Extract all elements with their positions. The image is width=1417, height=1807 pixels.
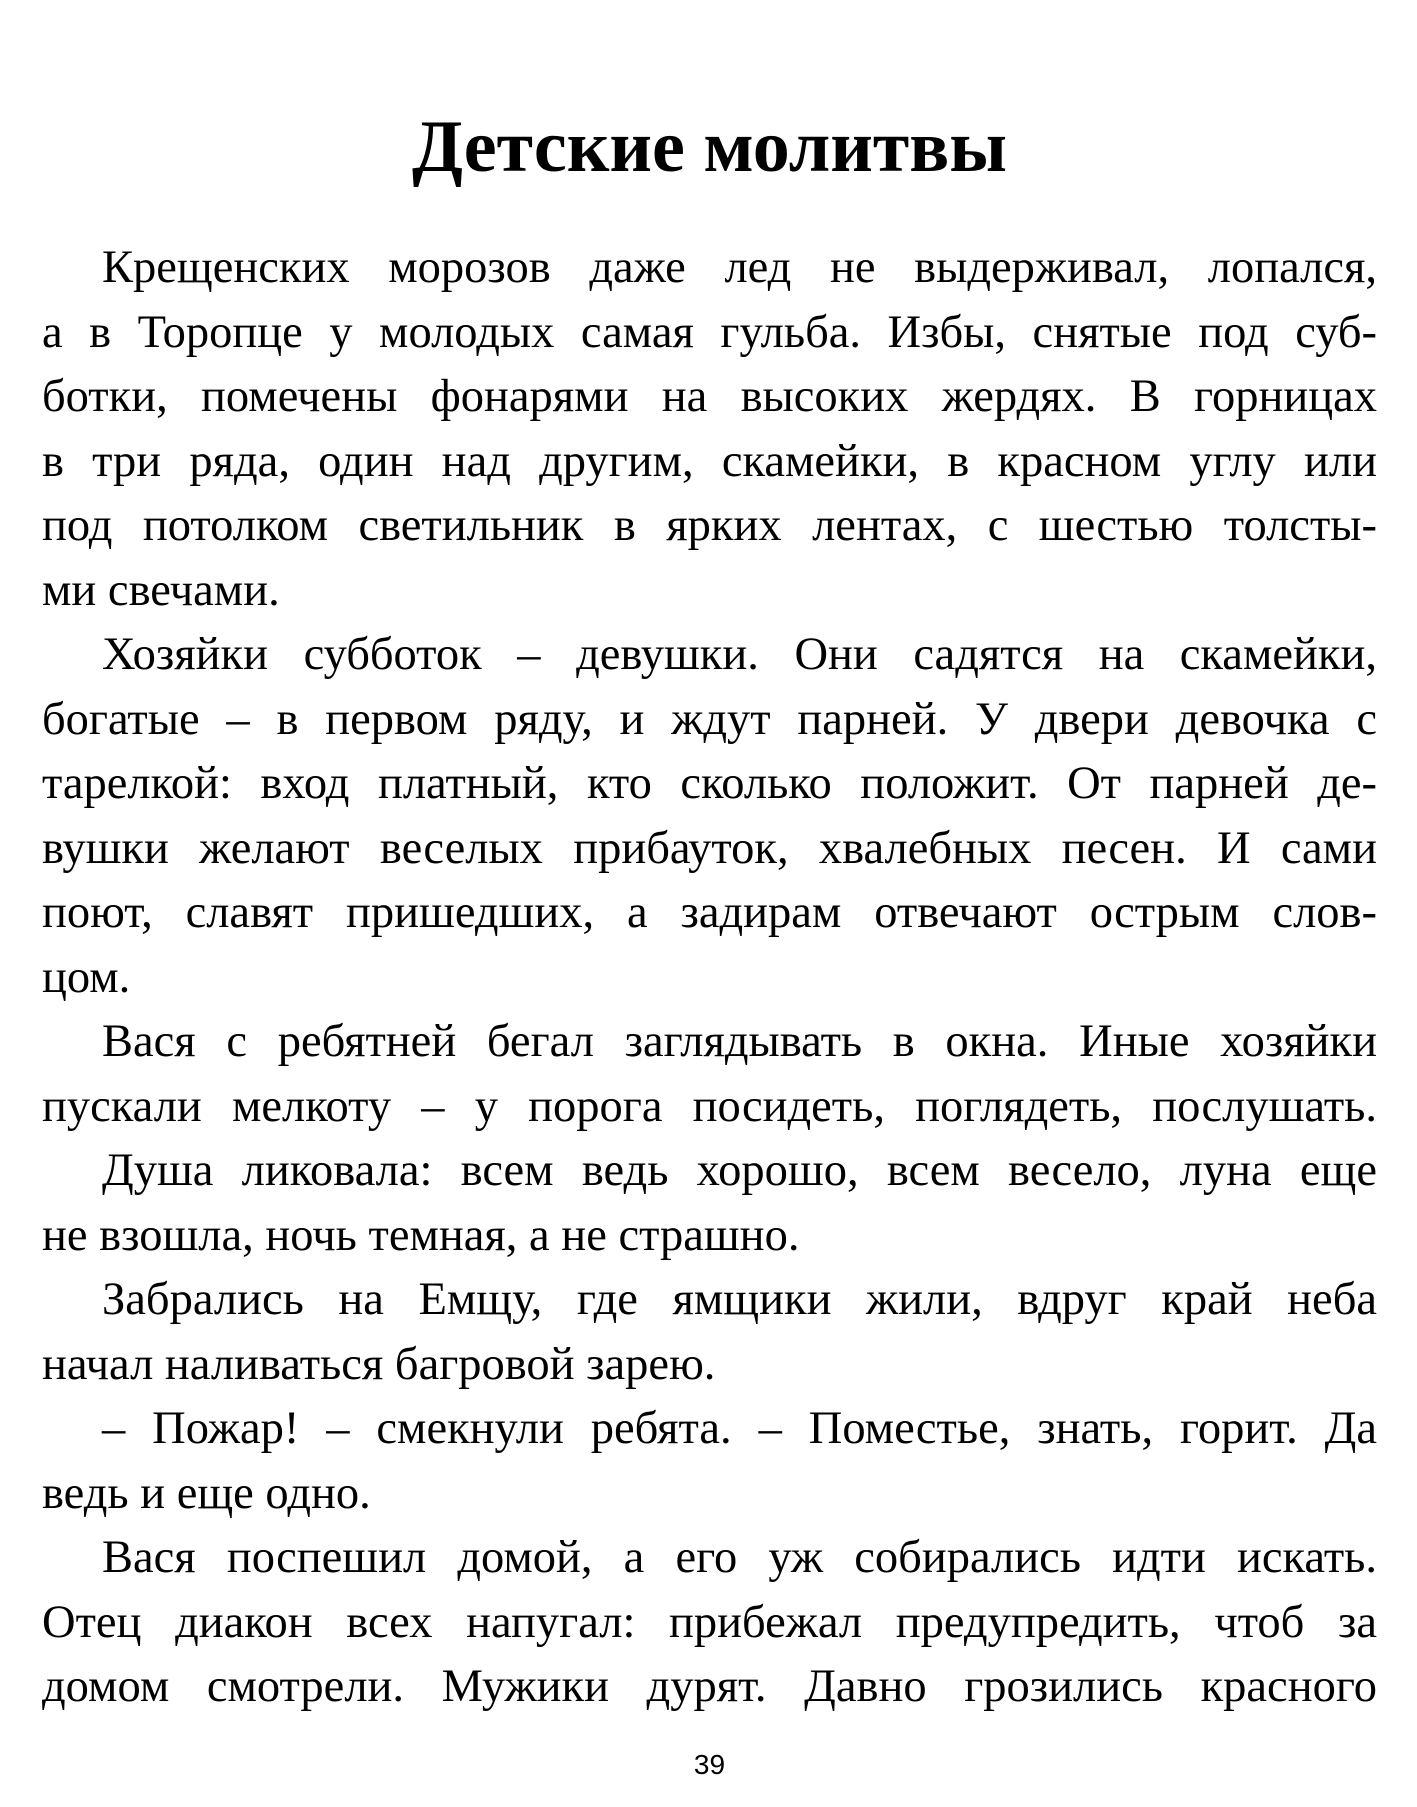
text-line: домом смотрели. Мужики дурят. Давно грозились красного bbox=[42, 1661, 1377, 1712]
text-line: а в Торопце у молодых самая гульба. Избы, снятые под суб- bbox=[42, 306, 1377, 358]
text-line: тарелкой: вход платный, кто сколько положит. От парней де- bbox=[42, 758, 1377, 809]
paragraph bbox=[42, 1010, 1377, 1139]
text-line: Вася с ребятней бегал заглядывать в окна. Иные хозяйки bbox=[102, 1016, 1377, 1067]
text-line: Вася поспешил домой, а его уж собирались идти искать. bbox=[102, 1532, 1377, 1583]
text-line: Отец диакон всех напугал: прибежал предупредить, чтоб за bbox=[42, 1596, 1377, 1648]
text-line: богатые – в первом ряду, и ждут парней. У двери девочка с bbox=[42, 693, 1377, 745]
paragraph bbox=[42, 1526, 1377, 1720]
text-line: цом. bbox=[42, 951, 131, 1003]
text-line: Крещенских морозов даже лед не выдерживал, лопался, bbox=[102, 242, 1377, 293]
text-line: не взошла, ночь темная, а не страшно. bbox=[42, 1209, 800, 1261]
text-line: вушки желают веселых прибауток, хвалебных песен. И сами bbox=[42, 822, 1377, 874]
paragraph bbox=[42, 236, 1377, 623]
paragraph bbox=[42, 1139, 1377, 1268]
text-line: – Пожар! – смекнули ребята. – Поместье, знать, горит. Да bbox=[102, 1403, 1377, 1454]
text-line: ведь и еще одно. bbox=[42, 1467, 371, 1519]
text-line: ботки, помечены фонарями на высоких жердях. В горницах bbox=[42, 371, 1377, 422]
page-number: 39 bbox=[693, 1749, 726, 1780]
paragraph bbox=[42, 623, 1377, 1010]
chapter-title: Детские молитвы bbox=[411, 106, 1008, 188]
text-line: в три ряда, один над другим, скамейки, в красном углу или bbox=[42, 435, 1377, 487]
text-line: Забрались на Емщу, где ямщики жили, вдруг край неба bbox=[102, 1274, 1377, 1325]
text-line: Хозяйки субботок – девушки. Они садятся на скамейки, bbox=[102, 629, 1377, 680]
text-line: под потолком светильник в ярких лентах, с шестью толсты- bbox=[42, 500, 1377, 551]
text-line: ми свечами. bbox=[42, 564, 280, 616]
body-text bbox=[42, 236, 1377, 1720]
text-line: пускали мелкоту – у порога посидеть, поглядеть, послушать. bbox=[42, 1080, 1377, 1132]
text-line: поют, славят пришедших, а задирам отвечают острым слов- bbox=[42, 887, 1377, 938]
text-line: начал наливаться багровой зарею. bbox=[42, 1338, 716, 1390]
paragraph bbox=[42, 1397, 1377, 1526]
text-line: Душа ликовала: всем ведь хорошо, всем весело, луна еще bbox=[102, 1145, 1377, 1196]
paragraph bbox=[42, 1268, 1377, 1397]
book-page bbox=[42, 0, 1377, 1807]
